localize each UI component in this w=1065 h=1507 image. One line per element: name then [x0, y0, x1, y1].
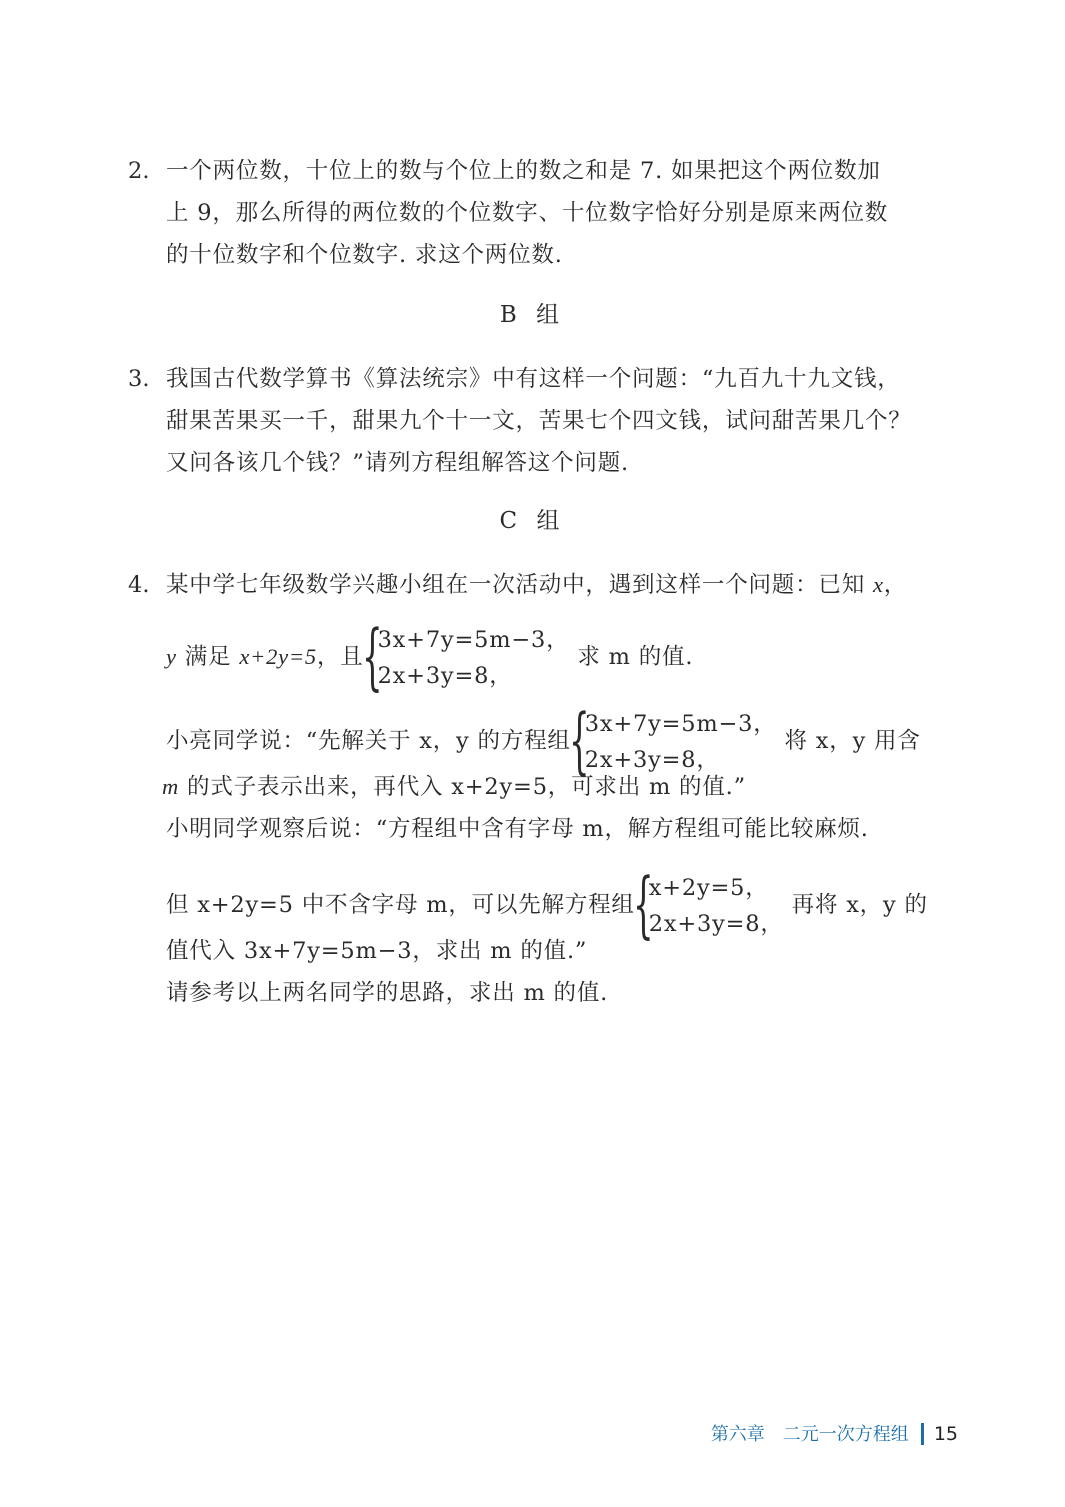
page-footer [0, 1422, 958, 1447]
system-2-row-2: 2x+3y=8， [584, 747, 720, 773]
system-3-row-2: 2x+3y=8， [648, 911, 784, 937]
problem-3-line-2: 甜果苦果买一千，甜果九个十一文，苦果七个四文钱，试问甜苦果几个？ [166, 408, 912, 434]
xiaoming-post: 再将 x，y 的 [791, 892, 928, 918]
var-m: m [162, 774, 180, 799]
equation-x-2y-5: x+2y=5 [239, 644, 317, 669]
xiaoming-line-1: 小明同学观察后说：“方程组中含有字母 m，解方程组可能比较麻烦. [166, 816, 869, 842]
page-number: 15 [933, 1423, 958, 1445]
xiaoliang-pre: 小亮同学说：“先解关于 x，y 的方程组 [166, 728, 571, 754]
system-3-row-1: x+2y=5， [648, 875, 769, 901]
equation-system-1 [361, 614, 570, 698]
equation-system-3 [632, 862, 784, 946]
problem-3-line-1: 我国古代数学算书《算法统宗》中有这样一个问题：“九百九十九文钱， [166, 366, 901, 392]
problem-2-number: 2. [128, 158, 150, 184]
left-brace: { [632, 862, 654, 946]
system-1-row-1: 3x+7y=5m−3， [377, 627, 570, 653]
problem-2-line-1: 一个两位数，十位上的数与个位上的数之和是 7. 如果把这个两位数加 [166, 158, 881, 184]
var-y: y [166, 644, 177, 669]
problem-3-number: 3. [128, 366, 150, 392]
problem-4-line-1-text: 某中学七年级数学兴趣小组在一次活动中，遇到这样一个问题：已知 [166, 572, 873, 598]
problem-4-line-1 [166, 570, 907, 600]
problem-3-line-3: 又问各该几个钱？”请列方程组解答这个问题. [166, 450, 629, 476]
system-2-row-1: 3x+7y=5m−3， [584, 711, 777, 737]
xiaoming-line-3: 值代入 3x+7y=5m−3，求出 m 的值.” [166, 938, 588, 964]
system-1-row-2: 2x+3y=8， [377, 663, 513, 689]
problem-4-final-line: 请参考以上两名同学的思路，求出 m 的值. [166, 980, 609, 1006]
xiaoliang-line-1 [166, 698, 921, 782]
problem-2-line-3: 的十位数字和个位数字. 求这个两位数. [166, 242, 563, 268]
problem-4-line-2-post: 求 m 的值. [577, 644, 694, 670]
comma: ， [883, 572, 908, 598]
problem-4-line-2-mid: ，且 [316, 644, 364, 670]
xiaoming-line-2 [166, 862, 928, 946]
var-x: x [872, 572, 884, 597]
problem-4-number: 4. [128, 572, 150, 598]
xiaoliang-line-2 [162, 772, 746, 802]
group-c-heading: C 组 [499, 508, 566, 534]
xiaoliang-line-2-text: 的式子表示出来，再代入 x+2y=5，可求出 m 的值.” [187, 774, 746, 800]
left-brace: { [568, 698, 590, 782]
problem-4-line-2 [166, 614, 694, 698]
footer-separator [921, 1423, 924, 1445]
xiaoming-pre: 但 x+2y=5 中不含字母 m，可以先解方程组 [166, 892, 635, 918]
left-brace: { [361, 614, 383, 698]
problem-2-line-2: 上 9，那么所得的两位数的个位数字、十位数字恰好分别是原来两位数 [166, 200, 889, 226]
group-b-heading: B 组 [499, 302, 566, 328]
chapter-title: 第六章 二元一次方程组 [710, 1424, 909, 1445]
problem-4-line-2-pre: 满足 [184, 644, 240, 670]
equation-system-2 [568, 698, 777, 782]
xiaoliang-post: 将 x，y 用含 [784, 728, 921, 754]
